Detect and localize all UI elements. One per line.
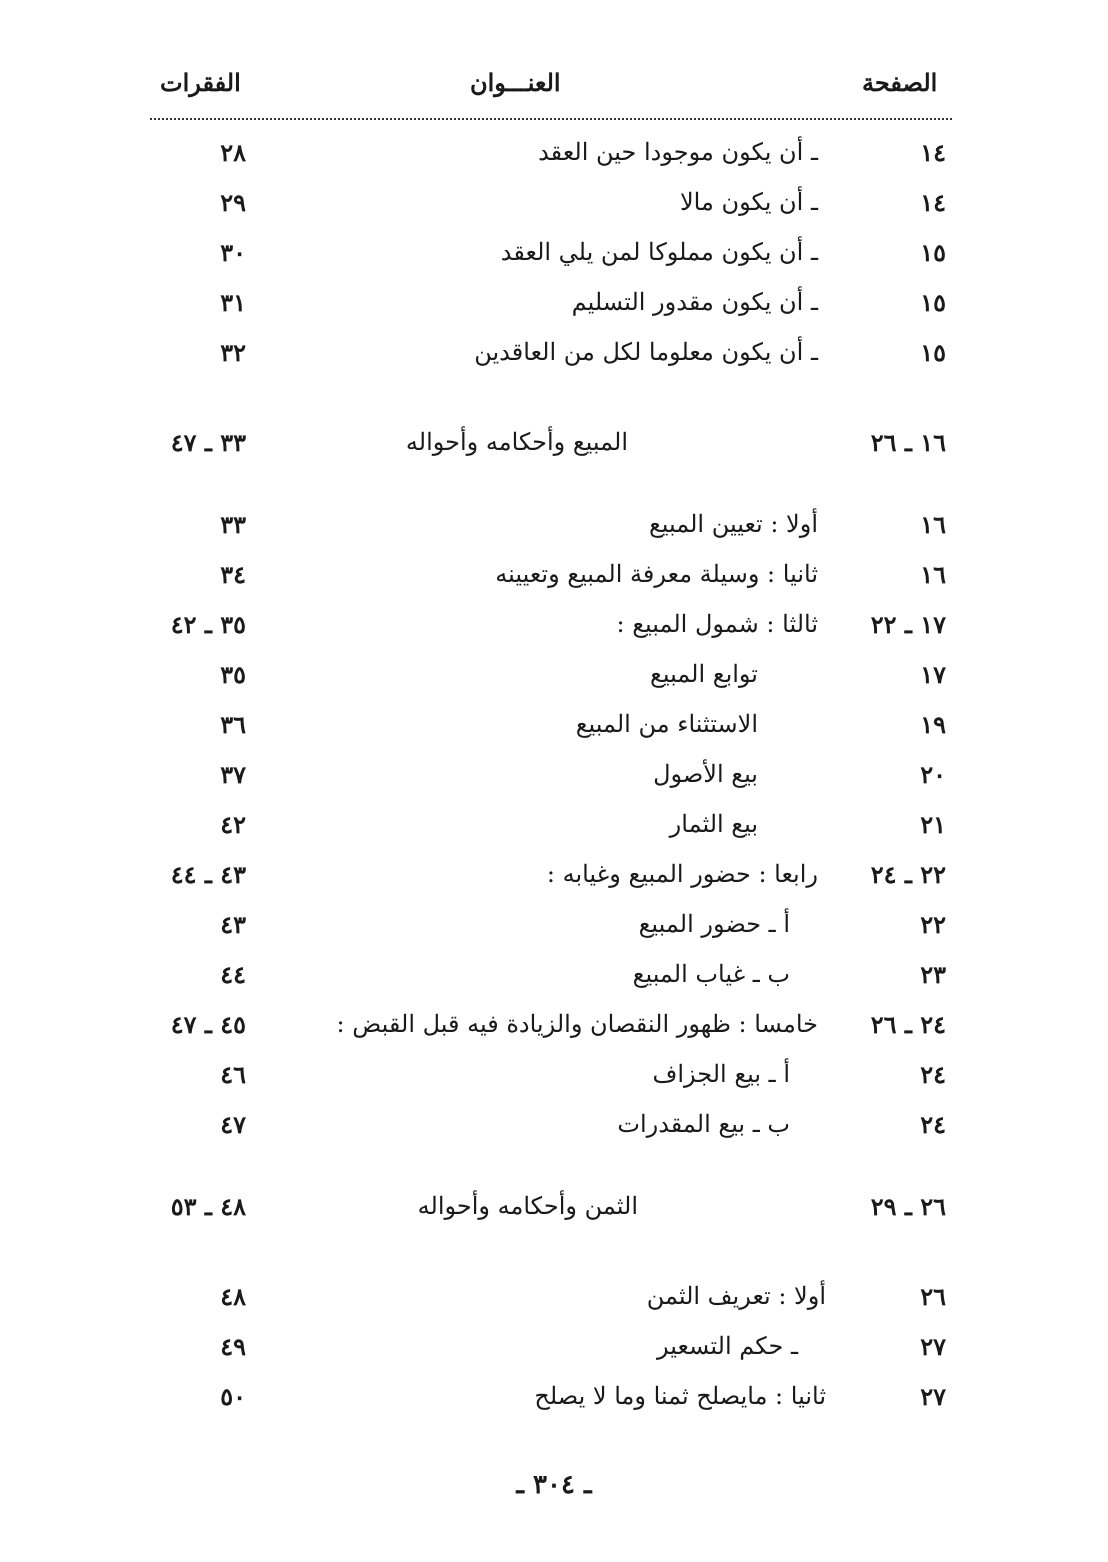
toc-paragraphs: ٣١ (220, 288, 246, 317)
toc-title: خامسا : ظهور النقصان والزيادة فيه قبل القبض : (336, 1010, 818, 1038)
toc-row (0, 910, 1108, 950)
toc-title: ـ أن يكون مقدور التسليم (571, 288, 818, 316)
toc-page: ١٦ (920, 510, 946, 539)
toc-row (0, 1332, 1108, 1372)
table-header (0, 68, 1108, 108)
toc-row (0, 960, 1108, 1000)
toc-title: بيع الثمار (669, 810, 758, 838)
header-divider (150, 118, 952, 120)
toc-paragraphs: ٢٩ (220, 188, 246, 217)
toc-page: ١٧ (920, 660, 946, 689)
toc-paragraphs: ٤٧ (220, 1110, 246, 1139)
toc-row (0, 710, 1108, 750)
toc-row (0, 610, 1108, 650)
toc-paragraphs: ٤٤ (220, 960, 246, 989)
toc-page: ١٧ ـ ٢٢ (870, 610, 946, 639)
toc-title: أ ـ بيع الجزاف (652, 1060, 790, 1088)
toc-page: ٢٤ (920, 1060, 946, 1089)
toc-paragraphs: ٣٤ (220, 560, 246, 589)
toc-page: ٢٤ ـ ٢٦ (870, 1010, 946, 1039)
toc-row (0, 1282, 1108, 1322)
toc-paragraphs: ٤٣ ـ ٤٤ (170, 860, 246, 889)
toc-title: ـ أن يكون معلوما لكل من العاقدين (474, 338, 818, 366)
toc-page: ٢٧ (920, 1382, 946, 1411)
toc-title: أولا : تعيين المبيع (648, 510, 818, 538)
toc-paragraphs: ٤٦ (220, 1060, 246, 1089)
header-paragraphs-label: الفقرات (160, 68, 241, 97)
toc-paragraphs: ٣٧ (220, 760, 246, 789)
toc-paragraphs: ٤٣ (220, 910, 246, 939)
header-page-label: الصفحة (862, 68, 938, 97)
header-title-label: العنـــوان (470, 68, 561, 97)
toc-title: ثانيا : وسيلة معرفة المبيع وتعيينه (495, 560, 818, 588)
toc-row (0, 428, 1108, 468)
toc-title: ب ـ غياب المبيع (632, 960, 790, 988)
toc-row (0, 238, 1108, 278)
toc-title: الاستثناء من المبيع (575, 710, 758, 738)
toc-row (0, 1060, 1108, 1100)
toc-title: ـ أن يكون مملوكا لمن يلي العقد (500, 238, 818, 266)
toc-paragraphs: ٣٥ ـ ٤٢ (170, 610, 246, 639)
toc-page: ٢٦ ـ ٢٩ (870, 1192, 946, 1221)
toc-page: ١٥ (920, 288, 946, 317)
toc-page: ١٤ (920, 138, 946, 167)
toc-page: ٢٧ (920, 1332, 946, 1361)
toc-title: توابع المبيع (650, 660, 758, 688)
toc-paragraphs: ٣٠ (220, 238, 246, 267)
toc-row (0, 338, 1108, 378)
toc-page: ١٩ (920, 710, 946, 739)
toc-page: ١٤ (920, 188, 946, 217)
toc-title: ب ـ بيع المقدرات (617, 1110, 790, 1138)
toc-paragraphs: ٣٢ (220, 338, 246, 367)
toc-title: ـ أن يكون موجودا حين العقد (538, 138, 818, 166)
toc-page: ٢٢ ـ ٢٤ (870, 860, 946, 889)
toc-paragraphs: ٤٢ (220, 810, 246, 839)
toc-page: ٢٤ (920, 1110, 946, 1139)
toc-title: أولا : تعريف الثمن (646, 1282, 826, 1310)
toc-title: بيع الأصول (653, 760, 758, 788)
toc-row (0, 1192, 1108, 1232)
toc-page: ٢٣ (920, 960, 946, 989)
toc-title: الثمن وأحكامه وأحواله (417, 1192, 638, 1220)
toc-page: ١٥ (920, 338, 946, 367)
toc-page: ١٦ (920, 560, 946, 589)
toc-row (0, 860, 1108, 900)
toc-row (0, 760, 1108, 800)
toc-title: المبيع وأحكامه وأحواله (405, 428, 628, 456)
toc-paragraphs: ٤٥ ـ ٤٧ (170, 1010, 246, 1039)
toc-paragraphs: ٣٣ ـ ٤٧ (170, 428, 246, 457)
toc-paragraphs: ٤٨ ـ ٥٣ (170, 1192, 246, 1221)
toc-page: ٢٠ (920, 760, 946, 789)
toc-row (0, 138, 1108, 178)
toc-row (0, 660, 1108, 700)
toc-paragraphs: ٤٨ (220, 1282, 246, 1311)
toc-row (0, 1110, 1108, 1150)
toc-title: ثالثا : شمول المبيع : (616, 610, 818, 638)
toc-row (0, 510, 1108, 550)
toc-row (0, 560, 1108, 600)
toc-title: ثانيا : مايصلح ثمنا وما لا يصلح (534, 1382, 826, 1410)
toc-title: ـ أن يكون مالا (679, 188, 818, 216)
toc-row (0, 188, 1108, 228)
toc-title: أ ـ حضور المبيع (638, 910, 790, 938)
toc-row (0, 810, 1108, 850)
page-number: ـ ٣٠٤ ـ (516, 1470, 592, 1500)
toc-row (0, 1382, 1108, 1422)
toc-page: ١٥ (920, 238, 946, 267)
toc-paragraphs: ٢٨ (220, 138, 246, 167)
toc-page: ٢٢ (920, 910, 946, 939)
toc-page: ٢١ (920, 810, 946, 839)
toc-title: رابعا : حضور المبيع وغيابه : (546, 860, 818, 888)
toc-row (0, 288, 1108, 328)
toc-page: ٢٦ (920, 1282, 946, 1311)
toc-paragraphs: ٣٦ (220, 710, 246, 739)
toc-page: ١٦ ـ ٢٦ (870, 428, 946, 457)
toc-paragraphs: ٥٠ (220, 1382, 246, 1411)
toc-row (0, 1010, 1108, 1050)
toc-title: ـ حكم التسعير (656, 1332, 798, 1360)
toc-paragraphs: ٤٩ (220, 1332, 246, 1361)
toc-paragraphs: ٣٥ (220, 660, 246, 689)
toc-paragraphs: ٣٣ (220, 510, 246, 539)
